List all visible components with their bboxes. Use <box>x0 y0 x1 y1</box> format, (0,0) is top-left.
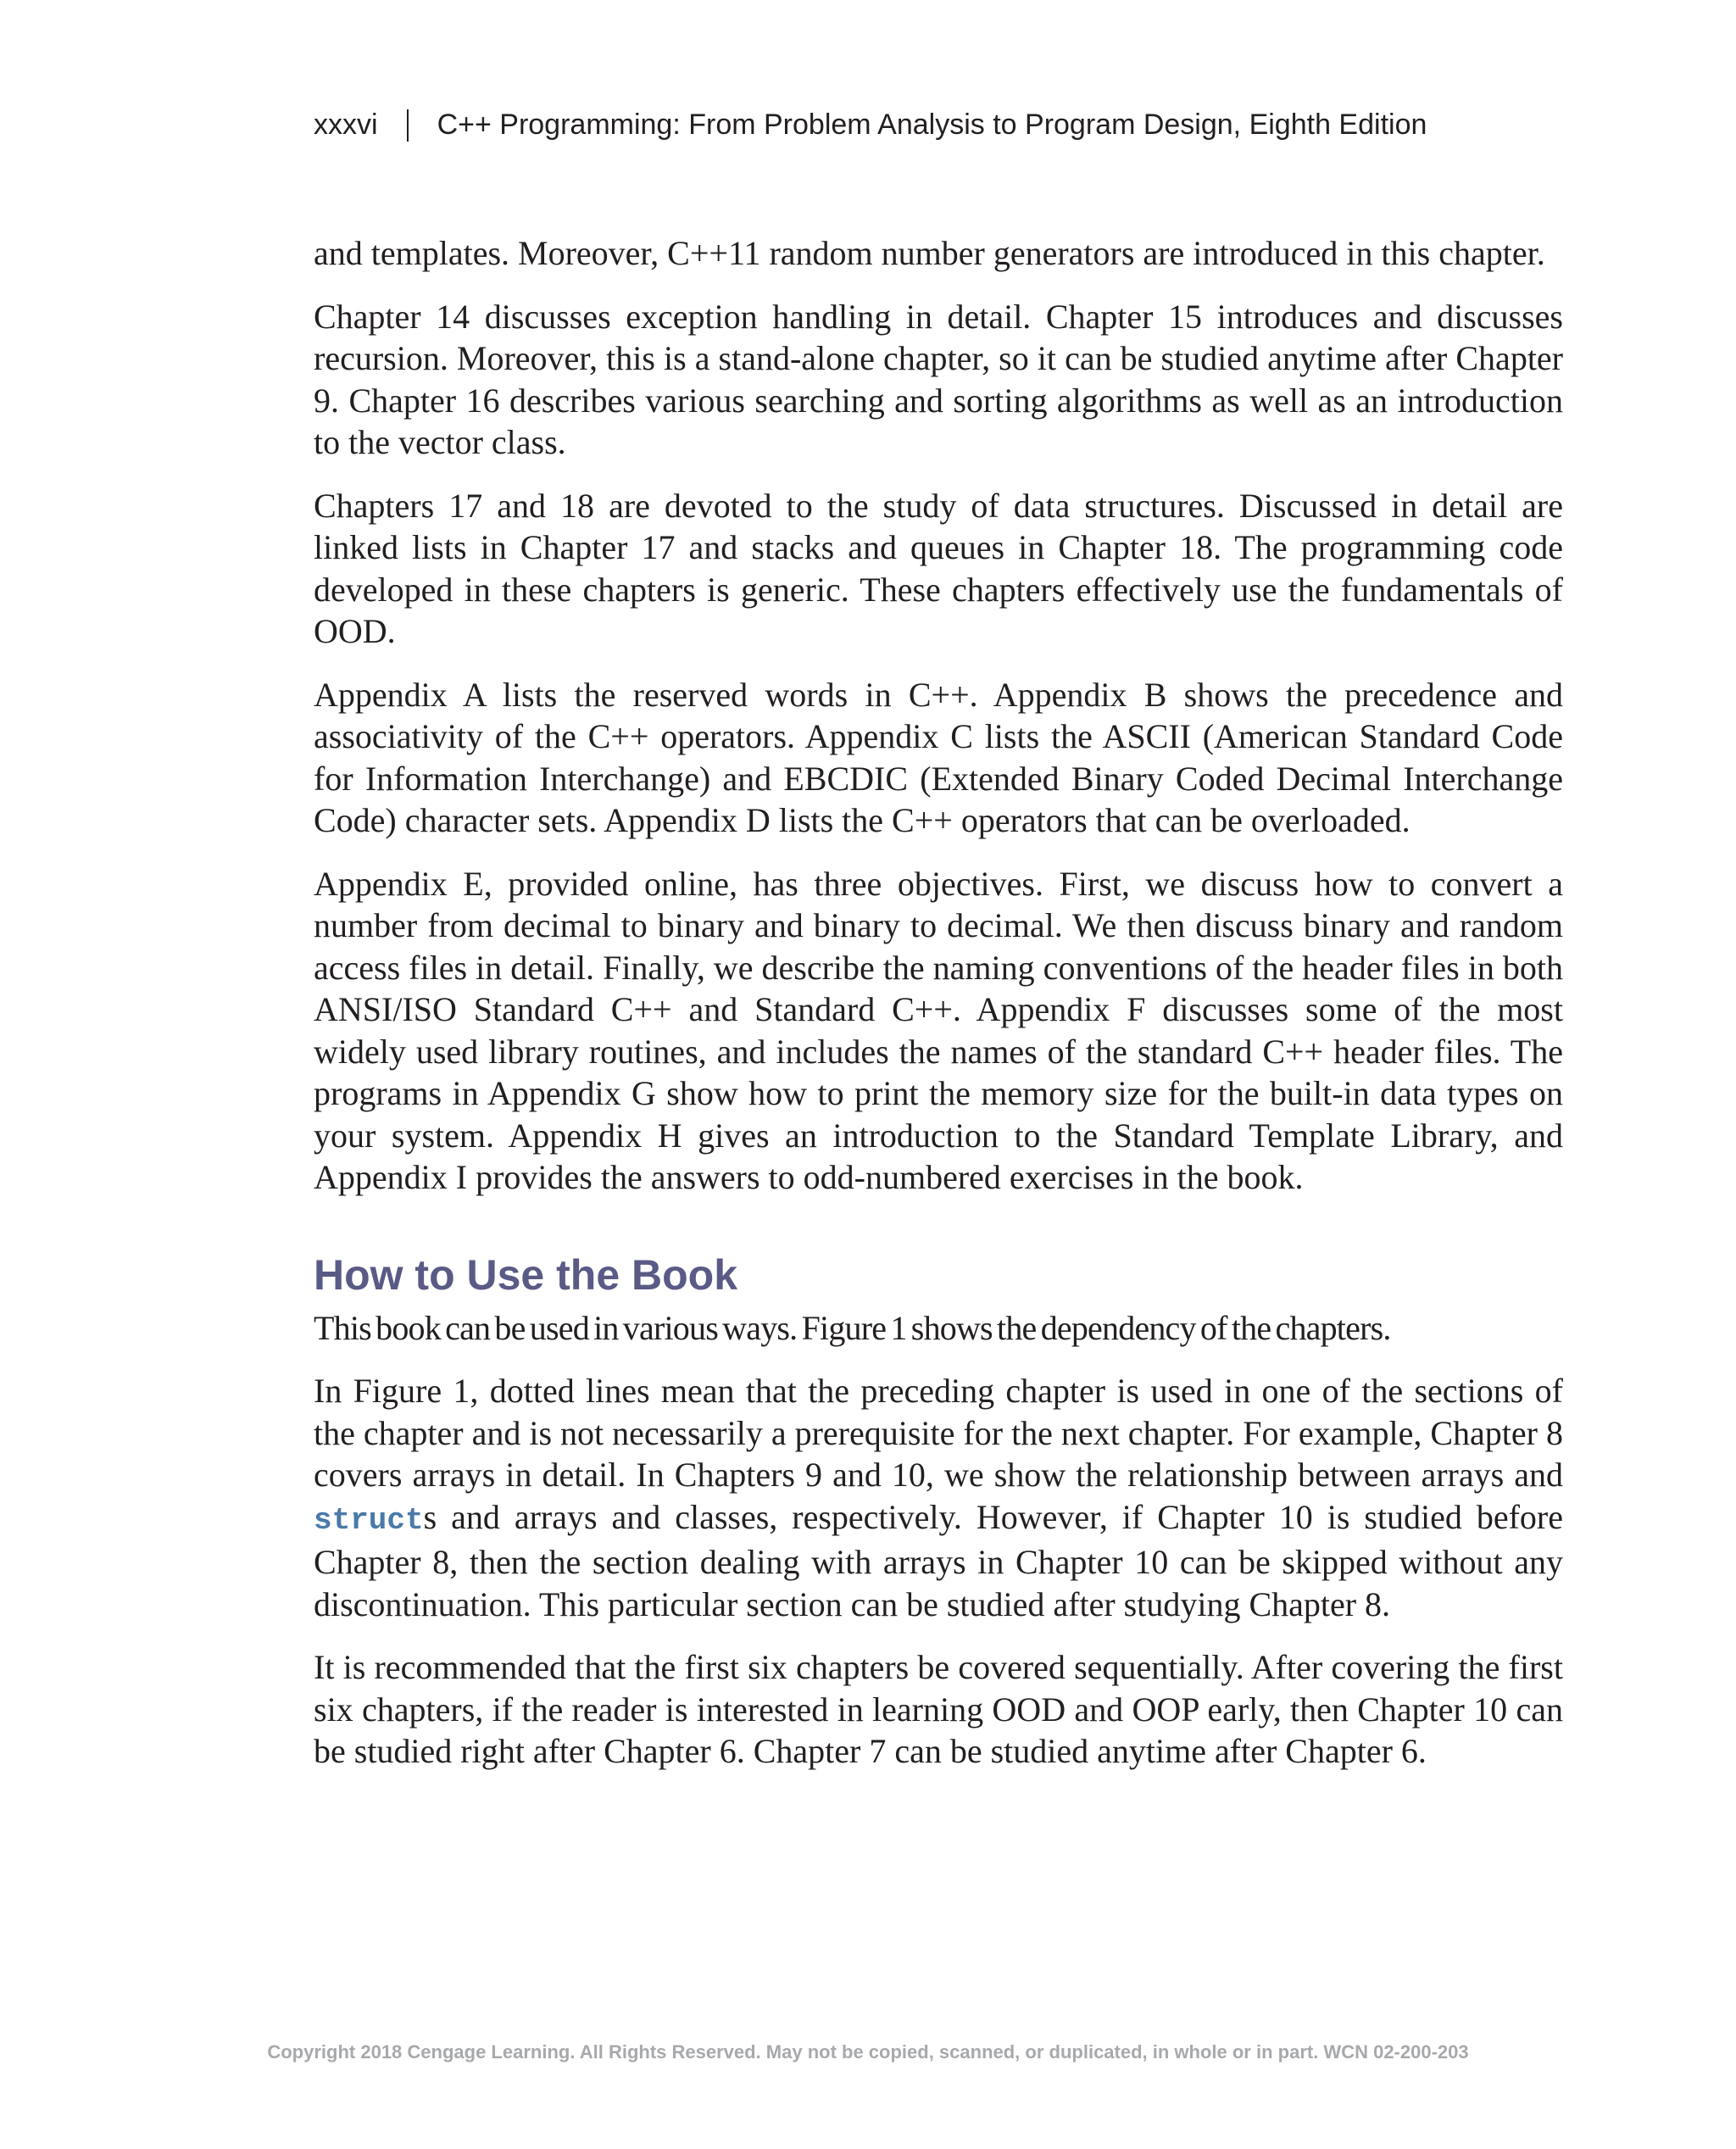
running-head <box>314 109 1427 142</box>
section-heading: How to Use the Book <box>314 1250 738 1299</box>
figure-text-before-code: In Figure 1, dotted lines mean that the preceding chapter is used in one of the sections of the chapter and is not necessarily a prerequisite for the next chapter. For example, Chapter 8 covers arrays in detail. In Chapters 9 and 10, we show the relationship between arrays and <box>314 1372 1563 1494</box>
paragraph-recommended-order: It is recommended that the first six chapters be covered sequentially. After covering the first six chapters, if the reader is interested in learning OOD and OOP early, then Chapter 10 can be studied right after Chapter 6. Chapter 7 can be studied anytime after Chapter 6. <box>314 1648 1563 1770</box>
paragraph-appendices-a-d: Appendix A lists the reserved words in C++. Appendix B shows the precedence and associativity of the C++ operators. Appendix C lists the ASCII (American Standard Code for Information Interchange) and EBCDIC (Extended Binary Coded Decimal Interchange Code) character sets. Appendix D lists the C++ operators that can be overloaded. <box>314 675 1563 839</box>
running-head-divider <box>407 109 409 142</box>
paragraph-figure-dependencies <box>314 1370 1563 1625</box>
book-title: C++ Programming: From Problem Analysis to Program Design, Eighth Edition <box>437 109 1427 141</box>
page-body <box>314 232 1563 1794</box>
copyright-footer: Copyright 2018 Cengage Learning. All Rights Reserved. May not be copied, scanned, or duplicated, in whole or in part. WCN 02-200-203 <box>267 2041 1469 2063</box>
code-struct: struct <box>314 1502 424 1538</box>
paragraph-appendices-e-i: Appendix E, provided online, has three objectives. First, we discuss how to convert a number from decimal to binary and binary to decimal. We then discuss binary and random access files in detail. Finally, we describe the naming conventions of the header files in both ANSI/ISO Standard C++ and Standard C++. Appendix F discusses some of the most widely used library routines, and includes the names of the standard C++ header files. The programs in Appendix G show how to print the memory size for the built-in data types on your system. Appendix H gives an introduction to the Standard Template Library, and Appendix I provides the answers to odd-numbered exercises in the book. <box>314 864 1563 1196</box>
paragraph-usage-intro: This book can be used in various ways. Figure 1 shows the dependency of the chapters. <box>314 1308 1391 1347</box>
paragraph-chapters-17-18: Chapters 17 and 18 are devoted to the study of data structures. Discussed in detail are linked lists in Chapter 17 and stacks and queues in Chapter 18. The programming code developed in these chapters is generic. These chapters effectively use the fundamentals of OOD. <box>314 486 1563 650</box>
page-number: xxxvi <box>314 109 378 141</box>
figure-text-after-code: s and arrays and classes, respectively. However, if Chapter 10 is studied before Chapter 8, then the section dealing with arrays in Chapter 10 can be skipped without any discontinuation. This particular section can be studied after studying Chapter 8. <box>314 1497 1563 1623</box>
paragraph-templates: and templates. Moreover, C++11 random number generators are introduced in this chapter. <box>314 234 1545 272</box>
paragraph-chapters-14-16: Chapter 14 discusses exception handling in detail. Chapter 15 introduces and discusses recursion. Moreover, this is a stand-alone chapter, so it can be studied anytime after Chapter 9. Chapter 16 describes various searching and sorting algorithms as well as an introduction to the vector class. <box>314 297 1563 461</box>
